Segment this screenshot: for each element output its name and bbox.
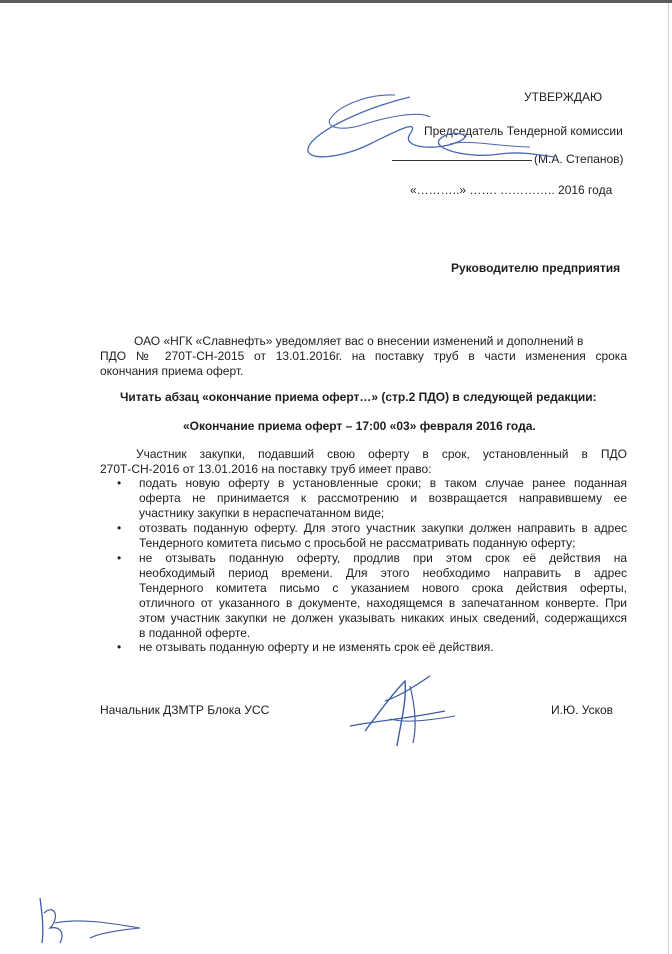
addressee: Руководителю предприятия bbox=[451, 261, 621, 275]
signatory-name: И.Ю. Усков bbox=[551, 703, 614, 717]
chairman-signature bbox=[300, 89, 560, 179]
signatory-signature bbox=[345, 671, 465, 751]
document-page bbox=[0, 3, 669, 954]
bullet-dot: • bbox=[117, 640, 122, 654]
bullet-3-line-4: отличного от указанного в документе, находящемся в запечатанном конверте. При bbox=[139, 596, 627, 610]
intro-line-3: окончания приема оферт. bbox=[100, 364, 244, 378]
bullet-dot: • bbox=[117, 476, 122, 490]
instruction-heading: Читать абзац «окончание приема оферт…» (стр.2 ПДО) в следующей редакции: bbox=[120, 390, 597, 404]
rights-line-1: Участник закупки, подавший свою оферту в срок, установленный в ПДО bbox=[136, 447, 627, 461]
bullet-1-line-3: участнику закупки в нераспечатанном виде; bbox=[139, 506, 385, 520]
approval-name: (М.А. Степанов) bbox=[534, 152, 624, 166]
new-deadline: «Окончание приема оферт – 17:00 «03» февраля 2016 года. bbox=[183, 419, 536, 433]
bullet-3-line-3: Тендерного комитета письмо с указанием нового срока действия оферты, bbox=[139, 581, 627, 595]
approval-position: Председатель Тендерной комиссии bbox=[424, 124, 623, 138]
bullet-3-line-6: в поданной оферте. bbox=[139, 626, 251, 640]
bullet-4-line-1: не отзывать поданную оферту и не изменять срок её действия. bbox=[139, 640, 494, 654]
bullet-3-line-1: не отзывать поданную оферту, продлив при этом срок её действия на bbox=[139, 551, 627, 565]
bullet-dot: • bbox=[117, 551, 122, 565]
intro-line-2: ПДО № 270Т-СН-2015 от 13.01.2016г. на поставку труб в части изменения срока bbox=[100, 349, 627, 363]
bullet-3-line-5: этом участник закупки не должен указывать никаких иных сведений, содержащихся bbox=[139, 611, 627, 625]
bullet-2-line-2: Тендерного комитета письмо с просьбой не рассматривать поданную оферту; bbox=[139, 536, 576, 550]
initials-mark bbox=[30, 888, 150, 948]
bullet-3-line-2: необходимый период времени. Для этого необходимо направить в адрес bbox=[139, 566, 627, 580]
bullet-2-line-1: отозвать поданную оферту. Для этого участник закупки должен направить в адрес bbox=[139, 521, 627, 535]
signatory-position: Начальник ДЗМТР Блока УСС bbox=[100, 703, 270, 717]
bullet-1-line-1: подать новую оферту в установленные сроки; в таком случае ранее поданная bbox=[139, 476, 627, 490]
bullet-1-line-2: оферта не принимается к рассмотрению и возвращается направившему ее bbox=[139, 491, 627, 505]
bullet-dot: • bbox=[117, 521, 122, 535]
approval-date: «………..» ……. ………….. 2016 года bbox=[410, 183, 613, 197]
approval-title: УТВЕРЖДАЮ bbox=[524, 90, 603, 104]
rights-line-2: 270Т-СН-2016 от 13.01.2016 на поставку труб имеет право: bbox=[100, 462, 432, 476]
intro-line-1: ОАО «НГК «Славнефть» уведомляет вас о внесении изменений и дополнений в bbox=[134, 334, 584, 348]
